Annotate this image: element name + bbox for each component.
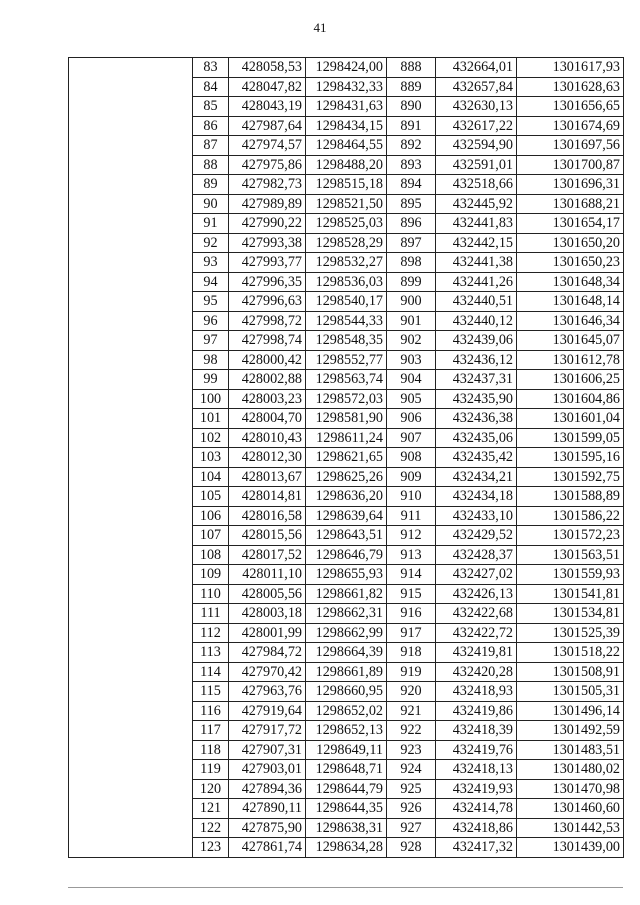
x-coordinate-right: 432419,86: [436, 701, 517, 721]
x-coordinate-right: 432440,51: [436, 292, 517, 312]
y-coordinate-left: 1298540,17: [306, 292, 387, 312]
x-coordinate-right: 432442,15: [436, 233, 517, 253]
y-coordinate-left: 1298488,20: [306, 155, 387, 175]
point-number-right: 894: [387, 175, 436, 195]
y-coordinate-right: 1301688,21: [517, 194, 624, 214]
x-coordinate-right: 432419,81: [436, 643, 517, 663]
y-coordinate-left: 1298536,03: [306, 272, 387, 292]
x-coordinate-left: 427970,42: [229, 662, 306, 682]
blank-margin-cell: [69, 58, 193, 858]
point-number-right: 911: [387, 506, 436, 526]
x-coordinate-right: 432435,90: [436, 389, 517, 409]
y-coordinate-right: 1301601,04: [517, 409, 624, 429]
x-coordinate-left: 427963,76: [229, 682, 306, 702]
x-coordinate-left: 428017,52: [229, 545, 306, 565]
point-number-right: 910: [387, 487, 436, 507]
x-coordinate-left: 428000,42: [229, 350, 306, 370]
x-coordinate-right: 432518,66: [436, 175, 517, 195]
x-coordinate-right: 432435,06: [436, 428, 517, 448]
point-number-left: 90: [193, 194, 229, 214]
x-coordinate-right: 432664,01: [436, 58, 517, 78]
point-number-left: 98: [193, 350, 229, 370]
y-coordinate-right: 1301563,51: [517, 545, 624, 565]
y-coordinate-left: 1298548,35: [306, 331, 387, 351]
point-number-left: 123: [193, 838, 229, 858]
x-coordinate-left: 428047,82: [229, 77, 306, 97]
point-number-right: 899: [387, 272, 436, 292]
x-coordinate-left: 427919,64: [229, 701, 306, 721]
point-number-right: 895: [387, 194, 436, 214]
point-number-left: 115: [193, 682, 229, 702]
x-coordinate-left: 428003,18: [229, 604, 306, 624]
x-coordinate-left: 427996,35: [229, 272, 306, 292]
x-coordinate-left: 428005,56: [229, 584, 306, 604]
x-coordinate-right: 432417,32: [436, 838, 517, 858]
x-coordinate-right: 432439,06: [436, 331, 517, 351]
point-number-left: 99: [193, 370, 229, 390]
x-coordinate-right: 432437,31: [436, 370, 517, 390]
y-coordinate-left: 1298621,65: [306, 448, 387, 468]
x-coordinate-right: 432445,92: [436, 194, 517, 214]
point-number-left: 121: [193, 799, 229, 819]
x-coordinate-right: 432441,26: [436, 272, 517, 292]
point-number-right: 900: [387, 292, 436, 312]
y-coordinate-left: 1298643,51: [306, 526, 387, 546]
point-number-left: 113: [193, 643, 229, 663]
y-coordinate-right: 1301656,65: [517, 97, 624, 117]
x-coordinate-left: 428043,19: [229, 97, 306, 117]
x-coordinate-right: 432414,78: [436, 799, 517, 819]
x-coordinate-right: 432436,38: [436, 409, 517, 429]
point-number-left: 120: [193, 779, 229, 799]
y-coordinate-right: 1301606,25: [517, 370, 624, 390]
y-coordinate-right: 1301470,98: [517, 779, 624, 799]
y-coordinate-right: 1301700,87: [517, 155, 624, 175]
x-coordinate-left: 427989,89: [229, 194, 306, 214]
point-number-left: 91: [193, 214, 229, 234]
y-coordinate-left: 1298661,82: [306, 584, 387, 604]
x-coordinate-left: 427875,90: [229, 818, 306, 838]
y-coordinate-right: 1301480,02: [517, 760, 624, 780]
x-coordinate-left: 427861,74: [229, 838, 306, 858]
point-number-left: 100: [193, 389, 229, 409]
x-coordinate-left: 427990,22: [229, 214, 306, 234]
x-coordinate-left: 428010,43: [229, 428, 306, 448]
y-coordinate-left: 1298515,18: [306, 175, 387, 195]
y-coordinate-left: 1298649,11: [306, 740, 387, 760]
point-number-left: 117: [193, 721, 229, 741]
x-coordinate-right: 432441,83: [436, 214, 517, 234]
y-coordinate-right: 1301617,93: [517, 58, 624, 78]
x-coordinate-right: 432426,13: [436, 584, 517, 604]
y-coordinate-left: 1298646,79: [306, 545, 387, 565]
point-number-left: 116: [193, 701, 229, 721]
point-number-left: 88: [193, 155, 229, 175]
y-coordinate-right: 1301650,23: [517, 253, 624, 273]
x-coordinate-left: 427894,36: [229, 779, 306, 799]
point-number-right: 897: [387, 233, 436, 253]
point-number-right: 891: [387, 116, 436, 136]
x-coordinate-left: 428012,30: [229, 448, 306, 468]
point-number-right: 908: [387, 448, 436, 468]
point-number-left: 107: [193, 526, 229, 546]
point-number-right: 922: [387, 721, 436, 741]
x-coordinate-left: 427984,72: [229, 643, 306, 663]
y-coordinate-right: 1301518,22: [517, 643, 624, 663]
y-coordinate-left: 1298644,79: [306, 779, 387, 799]
x-coordinate-left: 428002,88: [229, 370, 306, 390]
x-coordinate-left: 427998,72: [229, 311, 306, 331]
x-coordinate-left: 427974,57: [229, 136, 306, 156]
y-coordinate-right: 1301534,81: [517, 604, 624, 624]
point-number-left: 122: [193, 818, 229, 838]
x-coordinate-left: 427998,74: [229, 331, 306, 351]
x-coordinate-right: 432441,38: [436, 253, 517, 273]
x-coordinate-left: 427987,64: [229, 116, 306, 136]
point-number-left: 87: [193, 136, 229, 156]
y-coordinate-left: 1298662,31: [306, 604, 387, 624]
y-coordinate-right: 1301541,81: [517, 584, 624, 604]
y-coordinate-left: 1298644,35: [306, 799, 387, 819]
page-number: 41: [313, 20, 327, 35]
point-number-left: 89: [193, 175, 229, 195]
x-coordinate-right: 432418,93: [436, 682, 517, 702]
point-number-right: 889: [387, 77, 436, 97]
x-coordinate-left: 427982,73: [229, 175, 306, 195]
point-number-right: 913: [387, 545, 436, 565]
point-number-left: 119: [193, 760, 229, 780]
y-coordinate-left: 1298552,77: [306, 350, 387, 370]
x-coordinate-right: 432594,90: [436, 136, 517, 156]
y-coordinate-right: 1301483,51: [517, 740, 624, 760]
x-coordinate-right: 432429,52: [436, 526, 517, 546]
y-coordinate-right: 1301559,93: [517, 565, 624, 585]
x-coordinate-right: 432419,76: [436, 740, 517, 760]
x-coordinate-left: 428016,58: [229, 506, 306, 526]
point-number-right: 927: [387, 818, 436, 838]
point-number-right: 901: [387, 311, 436, 331]
y-coordinate-left: 1298528,29: [306, 233, 387, 253]
y-coordinate-right: 1301492,59: [517, 721, 624, 741]
point-number-right: 909: [387, 467, 436, 487]
point-number-left: 111: [193, 604, 229, 624]
point-number-left: 104: [193, 467, 229, 487]
x-coordinate-right: 432434,21: [436, 467, 517, 487]
x-coordinate-left: 427993,77: [229, 253, 306, 273]
y-coordinate-left: 1298660,95: [306, 682, 387, 702]
point-number-right: 916: [387, 604, 436, 624]
y-coordinate-right: 1301697,56: [517, 136, 624, 156]
x-coordinate-right: 432617,22: [436, 116, 517, 136]
point-number-right: 925: [387, 779, 436, 799]
point-number-left: 102: [193, 428, 229, 448]
point-number-right: 905: [387, 389, 436, 409]
x-coordinate-left: 428004,70: [229, 409, 306, 429]
point-number-left: 86: [193, 116, 229, 136]
point-number-right: 896: [387, 214, 436, 234]
x-coordinate-left: 427993,38: [229, 233, 306, 253]
y-coordinate-right: 1301439,00: [517, 838, 624, 858]
y-coordinate-right: 1301648,34: [517, 272, 624, 292]
x-coordinate-left: 427907,31: [229, 740, 306, 760]
coordinates-table: [68, 57, 624, 858]
y-coordinate-right: 1301496,14: [517, 701, 624, 721]
point-number-right: 919: [387, 662, 436, 682]
point-number-right: 893: [387, 155, 436, 175]
y-coordinate-left: 1298424,00: [306, 58, 387, 78]
y-coordinate-right: 1301599,05: [517, 428, 624, 448]
y-coordinate-right: 1301674,69: [517, 116, 624, 136]
point-number-left: 108: [193, 545, 229, 565]
x-coordinate-right: 432657,84: [436, 77, 517, 97]
point-number-right: 907: [387, 428, 436, 448]
x-coordinate-right: 432420,28: [436, 662, 517, 682]
x-coordinate-left: 427917,72: [229, 721, 306, 741]
x-coordinate-right: 432440,12: [436, 311, 517, 331]
x-coordinate-left: 427890,11: [229, 799, 306, 819]
y-coordinate-right: 1301648,14: [517, 292, 624, 312]
point-number-right: 924: [387, 760, 436, 780]
x-coordinate-right: 432419,93: [436, 779, 517, 799]
x-coordinate-right: 432434,18: [436, 487, 517, 507]
y-coordinate-left: 1298532,27: [306, 253, 387, 273]
y-coordinate-right: 1301442,53: [517, 818, 624, 838]
y-coordinate-left: 1298625,26: [306, 467, 387, 487]
y-coordinate-right: 1301696,31: [517, 175, 624, 195]
point-number-left: 112: [193, 623, 229, 643]
y-coordinate-right: 1301572,23: [517, 526, 624, 546]
y-coordinate-left: 1298652,02: [306, 701, 387, 721]
point-number-right: 912: [387, 526, 436, 546]
point-number-right: 920: [387, 682, 436, 702]
point-number-right: 903: [387, 350, 436, 370]
x-coordinate-right: 432591,01: [436, 155, 517, 175]
point-number-left: 109: [193, 565, 229, 585]
x-coordinate-left: 428013,67: [229, 467, 306, 487]
x-coordinate-right: 432418,39: [436, 721, 517, 741]
x-coordinate-left: 427996,63: [229, 292, 306, 312]
point-number-left: 94: [193, 272, 229, 292]
table-body: [69, 58, 624, 858]
y-coordinate-left: 1298636,20: [306, 487, 387, 507]
point-number-right: 902: [387, 331, 436, 351]
y-coordinate-left: 1298434,15: [306, 116, 387, 136]
x-coordinate-left: 428014,81: [229, 487, 306, 507]
y-coordinate-left: 1298563,74: [306, 370, 387, 390]
x-coordinate-right: 432422,68: [436, 604, 517, 624]
x-coordinate-left: 428001,99: [229, 623, 306, 643]
y-coordinate-left: 1298648,71: [306, 760, 387, 780]
point-number-right: 892: [387, 136, 436, 156]
x-coordinate-left: 428003,23: [229, 389, 306, 409]
x-coordinate-left: 427975,86: [229, 155, 306, 175]
y-coordinate-left: 1298655,93: [306, 565, 387, 585]
point-number-left: 93: [193, 253, 229, 273]
x-coordinate-right: 432418,13: [436, 760, 517, 780]
y-coordinate-left: 1298464,55: [306, 136, 387, 156]
point-number-right: 914: [387, 565, 436, 585]
point-number-left: 101: [193, 409, 229, 429]
y-coordinate-left: 1298581,90: [306, 409, 387, 429]
point-number-right: 906: [387, 409, 436, 429]
y-coordinate-right: 1301612,78: [517, 350, 624, 370]
point-number-left: 118: [193, 740, 229, 760]
y-coordinate-left: 1298652,13: [306, 721, 387, 741]
y-coordinate-left: 1298638,31: [306, 818, 387, 838]
y-coordinate-right: 1301646,34: [517, 311, 624, 331]
point-number-right: 888: [387, 58, 436, 78]
y-coordinate-right: 1301505,31: [517, 682, 624, 702]
y-coordinate-left: 1298521,50: [306, 194, 387, 214]
x-coordinate-left: 428058,53: [229, 58, 306, 78]
x-coordinate-left: 428015,56: [229, 526, 306, 546]
y-coordinate-right: 1301525,39: [517, 623, 624, 643]
point-number-left: 83: [193, 58, 229, 78]
point-number-left: 105: [193, 487, 229, 507]
x-coordinate-right: 432436,12: [436, 350, 517, 370]
x-coordinate-right: 432428,37: [436, 545, 517, 565]
x-coordinate-right: 432418,86: [436, 818, 517, 838]
y-coordinate-left: 1298432,33: [306, 77, 387, 97]
y-coordinate-left: 1298572,03: [306, 389, 387, 409]
table-row: [69, 58, 624, 78]
point-number-left: 96: [193, 311, 229, 331]
point-number-left: 97: [193, 331, 229, 351]
y-coordinate-left: 1298431,63: [306, 97, 387, 117]
point-number-left: 85: [193, 97, 229, 117]
y-coordinate-right: 1301588,89: [517, 487, 624, 507]
y-coordinate-right: 1301595,16: [517, 448, 624, 468]
point-number-right: 921: [387, 701, 436, 721]
x-coordinate-right: 432435,42: [436, 448, 517, 468]
y-coordinate-left: 1298661,89: [306, 662, 387, 682]
point-number-left: 106: [193, 506, 229, 526]
y-coordinate-left: 1298664,39: [306, 643, 387, 663]
point-number-left: 103: [193, 448, 229, 468]
y-coordinate-right: 1301645,07: [517, 331, 624, 351]
point-number-right: 926: [387, 799, 436, 819]
point-number-left: 95: [193, 292, 229, 312]
y-coordinate-left: 1298525,03: [306, 214, 387, 234]
x-coordinate-left: 428011,10: [229, 565, 306, 585]
point-number-right: 915: [387, 584, 436, 604]
point-number-left: 92: [193, 233, 229, 253]
x-coordinate-right: 432427,02: [436, 565, 517, 585]
y-coordinate-left: 1298634,28: [306, 838, 387, 858]
y-coordinate-right: 1301604,86: [517, 389, 624, 409]
x-coordinate-right: 432630,13: [436, 97, 517, 117]
point-number-right: 928: [387, 838, 436, 858]
y-coordinate-right: 1301650,20: [517, 233, 624, 253]
y-coordinate-right: 1301592,75: [517, 467, 624, 487]
y-coordinate-right: 1301654,17: [517, 214, 624, 234]
y-coordinate-left: 1298639,64: [306, 506, 387, 526]
x-coordinate-right: 432422,72: [436, 623, 517, 643]
point-number-right: 904: [387, 370, 436, 390]
x-coordinate-right: 432433,10: [436, 506, 517, 526]
point-number-right: 890: [387, 97, 436, 117]
x-coordinate-left: 427903,01: [229, 760, 306, 780]
point-number-left: 84: [193, 77, 229, 97]
point-number-right: 918: [387, 643, 436, 663]
y-coordinate-right: 1301586,22: [517, 506, 624, 526]
y-coordinate-right: 1301508,91: [517, 662, 624, 682]
point-number-right: 917: [387, 623, 436, 643]
bottom-rule: [68, 887, 623, 888]
point-number-right: 923: [387, 740, 436, 760]
y-coordinate-right: 1301628,63: [517, 77, 624, 97]
y-coordinate-left: 1298544,33: [306, 311, 387, 331]
y-coordinate-left: 1298611,24: [306, 428, 387, 448]
point-number-left: 114: [193, 662, 229, 682]
y-coordinate-left: 1298662,99: [306, 623, 387, 643]
point-number-left: 110: [193, 584, 229, 604]
y-coordinate-right: 1301460,60: [517, 799, 624, 819]
point-number-right: 898: [387, 253, 436, 273]
